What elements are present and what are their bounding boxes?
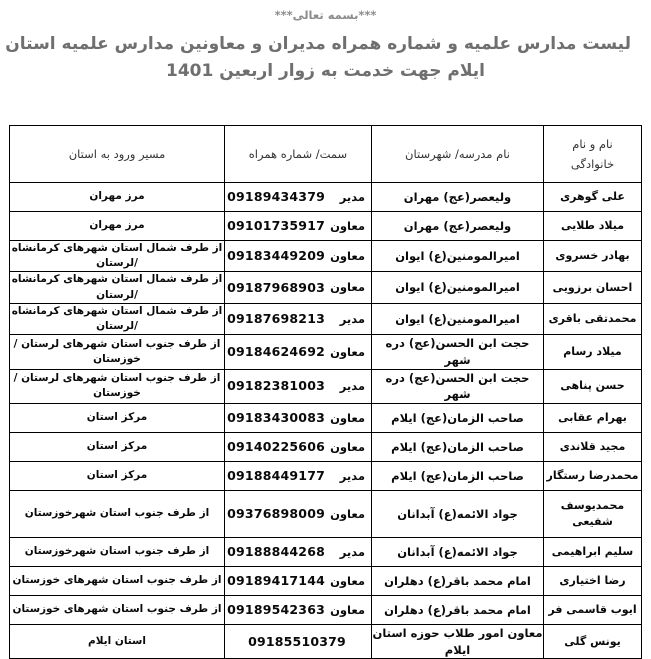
name-line-1: محمدتقی باقری xyxy=(548,312,637,326)
cell-entry-route: مرز مهران xyxy=(10,183,225,212)
table-row xyxy=(10,567,642,596)
post-label: مدیر xyxy=(339,544,365,559)
post-label: مدیر xyxy=(339,378,365,393)
cell-school-city: صاحب الزمان(عج) ایلام xyxy=(372,462,544,491)
name-line-2: شفیعی xyxy=(572,515,613,528)
table-row xyxy=(10,462,642,491)
phone-number: 09101735917 xyxy=(227,217,325,233)
cell-full-name xyxy=(544,369,642,403)
phone-number: 09182381003 xyxy=(227,378,325,394)
name-line-1: بهادر خسروی xyxy=(555,249,630,263)
post-phone-group xyxy=(225,370,371,403)
cell-entry-route: از طرف جنوب استان شهرهای خوزستان xyxy=(10,567,225,596)
cell-full-name xyxy=(544,491,642,538)
phone-number: 09184624692 xyxy=(227,343,325,359)
cell-full-name xyxy=(544,625,642,659)
post-label: معاون xyxy=(330,344,365,359)
name-stack xyxy=(544,189,641,205)
cell-full-name xyxy=(544,303,642,334)
cell-school-city: ولیعصر(عج) مهران xyxy=(372,183,544,212)
name-line-1: حسن پناهی xyxy=(560,379,625,393)
post-phone-group xyxy=(225,272,371,302)
post-phone-group xyxy=(225,596,371,624)
post-phone-group xyxy=(225,241,371,271)
post-phone-group xyxy=(225,212,371,240)
table-row xyxy=(10,369,642,403)
name-stack xyxy=(544,344,641,360)
post-label: معاون xyxy=(330,439,365,454)
post-label: معاون xyxy=(330,506,365,521)
cell-school-city: صاحب الزمان(عج) ایلام xyxy=(372,433,544,462)
column-header-post: سمت/ شماره همراه xyxy=(225,126,372,183)
name-line-1: ایوب قاسمی فر xyxy=(548,603,637,617)
cell-entry-route: مرکز استان xyxy=(10,462,225,491)
name-stack xyxy=(544,311,641,327)
post-label: معاون xyxy=(330,280,365,295)
post-phone-group xyxy=(225,335,371,368)
table-body xyxy=(10,183,642,659)
document-title xyxy=(0,23,651,86)
cell-school-city: ولیعصر(عج) مهران xyxy=(372,212,544,241)
cell-entry-route: مرکز استان xyxy=(10,433,225,462)
cell-full-name xyxy=(544,596,642,625)
table-row xyxy=(10,433,642,462)
post-phone-group xyxy=(225,183,371,211)
cell-full-name xyxy=(544,212,642,241)
post-label: معاون xyxy=(330,218,365,233)
name-line-1: یونس گلی xyxy=(564,634,621,648)
phone-number: 09183430083 xyxy=(227,409,325,425)
table-header xyxy=(10,126,642,183)
cell-entry-route: از طرف جنوب استان شهرهای لرستان /خوزستان xyxy=(10,369,225,403)
cell-school-city: امیرالمومنین(ع) ایوان xyxy=(372,303,544,334)
title-line-2: ایلام جهت خدمت به زوار اربعین 1401 xyxy=(166,61,485,82)
name-stack xyxy=(544,602,641,618)
table-row xyxy=(10,212,642,241)
cell-post-phone xyxy=(225,404,372,433)
post-label: معاون xyxy=(330,602,365,617)
cell-entry-route: از طرف شمال استان شهرهای کرمانشاه /لرستان xyxy=(10,241,225,272)
name-stack xyxy=(544,544,641,560)
cell-entry-route: از طرف شمال استان شهرهای کرمانشاه /لرستان xyxy=(10,272,225,303)
phone-number: 09189542363 xyxy=(227,601,325,617)
cell-entry-route: از طرف جنوب استان شهرهای خوزستان xyxy=(10,596,225,625)
phone-number: 09188449177 xyxy=(227,467,325,483)
cell-post-phone xyxy=(225,303,372,334)
cell-entry-route: از طرف شمال استان شهرهای کرمانشاه /لرستان xyxy=(10,303,225,334)
cell-school-city: امیرالمومنین(ع) ایوان xyxy=(372,241,544,272)
cell-school-city: حجت ابن الحسن(عج) دره شهر xyxy=(372,335,544,369)
name-line-1: بهرام عقابی xyxy=(558,411,627,425)
name-stack xyxy=(544,218,641,234)
post-phone-group xyxy=(225,462,371,490)
cell-school-city: امام محمد باقر(ع) دهلران xyxy=(372,596,544,625)
name-stack xyxy=(544,498,641,530)
cell-post-phone xyxy=(225,433,372,462)
cell-entry-route: مرز مهران xyxy=(10,212,225,241)
table-row xyxy=(10,491,642,538)
cell-post-phone xyxy=(225,272,372,303)
phone-number: 09189434379 xyxy=(227,188,325,204)
cell-entry-route: از طرف جنوب استان شهرخوزستان xyxy=(10,491,225,538)
cell-school-city: امیرالمومنین(ع) ایوان xyxy=(372,272,544,303)
table-row xyxy=(10,335,642,369)
cell-post-phone xyxy=(225,491,372,538)
cell-full-name xyxy=(544,335,642,369)
post-phone-group xyxy=(225,625,371,658)
post-label: مدیر xyxy=(339,189,365,204)
column-header-route: مسیر ورود به استان xyxy=(10,126,225,183)
post-label: معاون xyxy=(330,410,365,425)
cell-school-city: معاون امور طلاب حوزه استان ایلام xyxy=(372,625,544,659)
column-header-name xyxy=(544,126,642,183)
cell-school-city: امام محمد باقر(ع) دهلران xyxy=(372,567,544,596)
roster-table xyxy=(9,125,642,659)
post-label: مدیر xyxy=(339,468,365,483)
phone-number: 09185510379 xyxy=(248,633,346,649)
cell-post-phone xyxy=(225,462,372,491)
cell-entry-route: استان ایلام xyxy=(10,625,225,659)
name-stack xyxy=(544,634,641,650)
cell-full-name xyxy=(544,183,642,212)
name-stack xyxy=(544,248,641,264)
name-line-1: علی گوهری xyxy=(560,190,625,204)
post-phone-group xyxy=(225,491,371,537)
name-stack xyxy=(544,468,641,484)
table-row xyxy=(10,241,642,272)
post-phone-group xyxy=(225,538,371,566)
post-phone-group xyxy=(225,433,371,461)
cell-post-phone xyxy=(225,596,372,625)
phone-number: 09187698213 xyxy=(227,311,325,327)
name-stack xyxy=(544,378,641,394)
cell-entry-route: از طرف جنوب استان شهرهای لرستان /خوزستان xyxy=(10,335,225,369)
cell-full-name xyxy=(544,404,642,433)
post-phone-group xyxy=(225,304,371,334)
phone-number: 09189417144 xyxy=(227,572,325,588)
table-row xyxy=(10,596,642,625)
column-header-name-line2: خانوادگی xyxy=(570,157,615,171)
post-label: معاون xyxy=(330,248,365,263)
name-stack xyxy=(544,573,641,589)
name-line-1: سلیم ابراهیمی xyxy=(551,545,634,559)
table-row xyxy=(10,404,642,433)
roster-table-container xyxy=(10,125,642,659)
table-row xyxy=(10,303,642,334)
name-line-1: میلاد رسام xyxy=(563,345,622,359)
table-header-row xyxy=(10,126,642,183)
cell-post-phone xyxy=(225,212,372,241)
name-stack xyxy=(544,410,641,426)
name-stack xyxy=(544,439,641,455)
cell-post-phone xyxy=(225,567,372,596)
cell-post-phone xyxy=(225,538,372,567)
table-row xyxy=(10,538,642,567)
post-phone-group xyxy=(225,404,371,432)
name-line-1: محمدیوسف xyxy=(560,499,625,513)
post-phone-group xyxy=(225,567,371,595)
cell-entry-route: مرکز استان xyxy=(10,404,225,433)
cell-full-name xyxy=(544,462,642,491)
name-line-1: رضا اختیاری xyxy=(559,574,626,588)
cell-full-name xyxy=(544,538,642,567)
cell-post-phone xyxy=(225,183,372,212)
table-row xyxy=(10,625,642,659)
phone-number: 09183449209 xyxy=(227,248,325,264)
name-line-1: مجید قلاندی xyxy=(559,440,626,454)
cell-full-name xyxy=(544,272,642,303)
post-label: معاون xyxy=(330,573,365,588)
name-line-1: احسان برزویی xyxy=(552,280,633,294)
cell-school-city: حجت ابن الحسن(عج) دره شهر xyxy=(372,369,544,403)
cell-full-name xyxy=(544,241,642,272)
phone-number: 09188844268 xyxy=(227,543,325,559)
table-row xyxy=(10,183,642,212)
post-label: مدیر xyxy=(339,311,365,326)
cell-post-phone xyxy=(225,335,372,369)
phone-number: 09187968903 xyxy=(227,279,325,295)
column-header-name-line1: نام و نام xyxy=(572,136,613,151)
cell-school-city: جواد الائمه(ع) آبدانان xyxy=(372,491,544,538)
name-line-1: میلاد طلایی xyxy=(560,219,625,233)
cell-post-phone xyxy=(225,241,372,272)
column-header-school: نام مدرسه/ شهرستان xyxy=(372,126,544,183)
bismillah-line: ***بسمه تعالی*** xyxy=(274,8,377,22)
phone-number: 09376898009 xyxy=(227,505,325,521)
name-line-1: محمدرضا رستگار xyxy=(546,469,639,483)
cell-entry-route: از طرف جنوب استان شهرخوزستان xyxy=(10,538,225,567)
cell-school-city: صاحب الزمان(عج) ایلام xyxy=(372,404,544,433)
title-line-1: لیست مدارس علمیه و شماره همراه مدیران و معاونین مدارس علمیه استان xyxy=(5,33,631,54)
cell-school-city: جواد الائمه(ع) آبدانان xyxy=(372,538,544,567)
cell-full-name xyxy=(544,433,642,462)
cell-post-phone xyxy=(225,369,372,403)
cell-post-phone xyxy=(225,625,372,659)
cell-full-name xyxy=(544,567,642,596)
table-row xyxy=(10,272,642,303)
name-stack xyxy=(544,280,641,296)
phone-number: 09140225606 xyxy=(227,438,325,454)
